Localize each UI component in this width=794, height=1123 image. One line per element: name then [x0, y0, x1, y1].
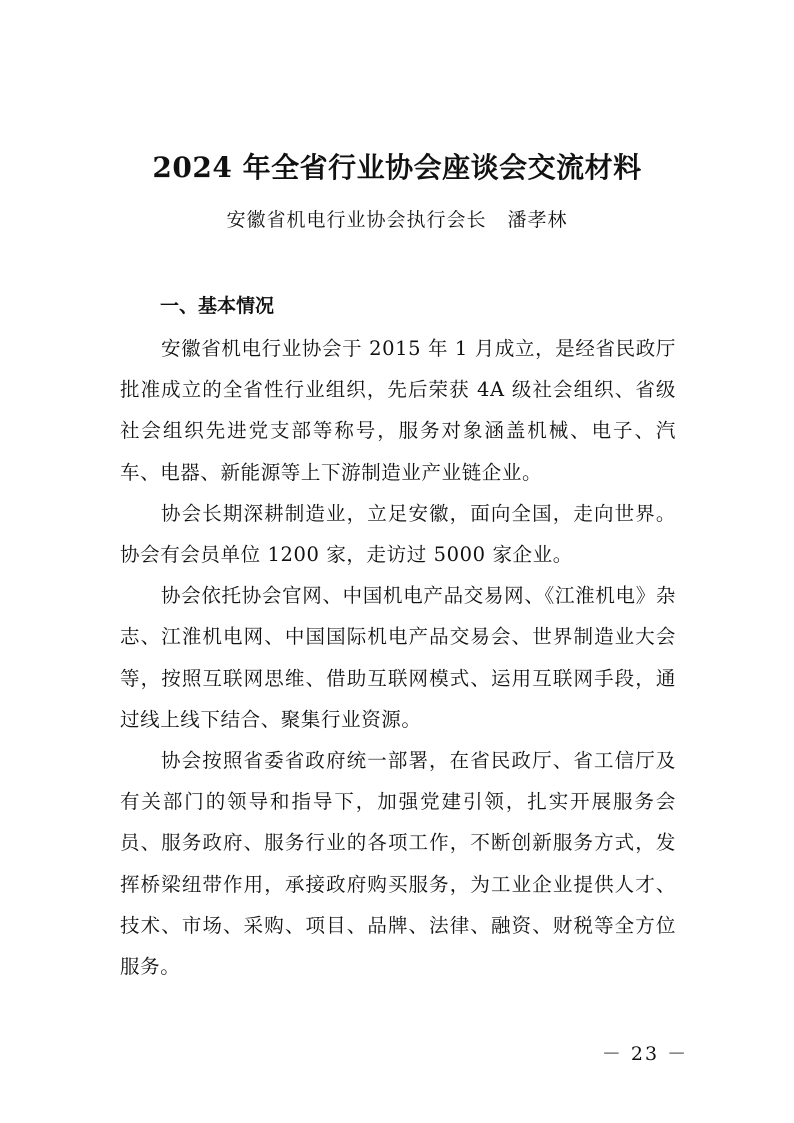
document-title: 2024 年全省行业协会座谈会交流材料: [152, 151, 642, 184]
paragraph: 安徽省机电行业协会于 2015 年 1 月成立，是经省民政厅批准成立的全省性行业组织，先后荣获 4A 级社会组织、省级社会组织先进党支部等称号，服务对象涵盖机械、电子、汽车、电器、新能源等上下游制造业产业链企业。: [120, 337, 676, 484]
paragraph: 协会按照省委省政府统一部署，在省民政厅、省工信厅及有关部门的领导和指导下，加强党建引领，扎实开展服务会员、服务政府、服务行业的各项工作，不断创新服务方式，发挥桥梁纽带作用，承接政府购买服务，为工业企业提供人才、技术、市场、采购、项目、品牌、法律、融资、财税等全方位服务。: [120, 749, 676, 979]
document-body: [120, 328, 676, 987]
author-byline: 安徽省机电行业协会执行会长 潘孝林: [226, 209, 568, 231]
paragraph: 协会长期深耕制造业，立足安徽，面向全国，走向世界。协会有会员单位 1200 家，走访过 5000 家企业。: [120, 501, 676, 567]
section-heading: 一、基本情况: [160, 295, 275, 317]
page-number: － 23 －: [601, 1043, 689, 1065]
paragraph: 协会依托协会官网、中国机电产品交易网、《江淮机电》杂志、江淮机电网、中国国际机电产品交易会、世界制造业大会等，按照互联网思维、借助互联网模式、运用互联网手段，通过线上线下结合、聚集行业资源。: [120, 584, 676, 731]
